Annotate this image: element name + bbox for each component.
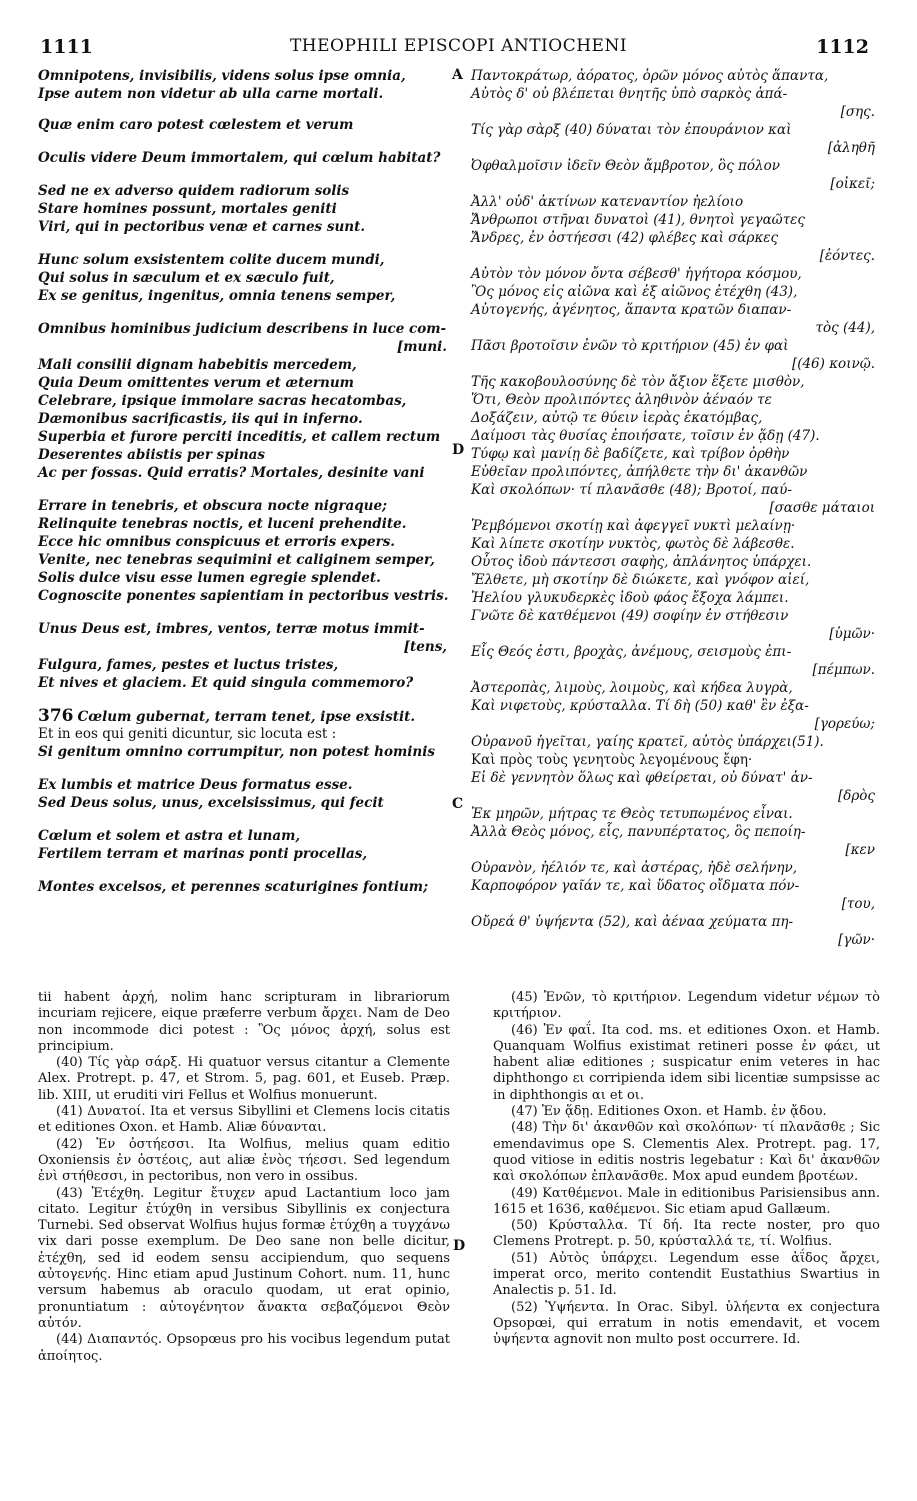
latin-verse: Fertilem terram et marinas ponti procellas,: [38, 846, 368, 862]
latin-verse: Ac per fossas. Quid erratis? Mortales, desinite vani: [38, 465, 425, 481]
greek-verse: Δοξάζειν, αὐτῷ τε θύειν ἱερὰς ἑκατόμβας,: [471, 410, 763, 426]
edition-page-number: 376: [38, 706, 74, 726]
greek-verse: Ὃς μόνος εἰς αἰῶνα καὶ ἐξ αἰῶνος ἐτέχθη (43),: [471, 284, 798, 300]
footnote: (42) Ἐν ὀστήεσσι. Ita Wolfius, melius quam editio Oxoniensis ἐν ὀστέοις, aut aliæ ἐνὸς τήεσσι. Sed legendum ἐνὶ στήθεσσι, in pectoribus, non vero in ossibus.: [38, 1136, 450, 1185]
greek-verse-continuation: [οἰκεῖ;: [830, 176, 875, 192]
latin-verse: Stare homines possunt, mortales geniti: [38, 201, 337, 217]
greek-verse: Οὐρανὸν, ἠέλιόν τε, καὶ ἀστέρας, ἠδὲ σελήνην,: [471, 860, 797, 876]
footnote: (44) Διαπαντός. Opsopœus pro his vocibus legendum putat ἀποίητος.: [38, 1332, 450, 1364]
greek-verse-continuation: [ὑμῶν·: [829, 626, 875, 642]
latin-verse: Dæmonibus sacrificastis, iis qui in inferno.: [38, 411, 363, 427]
greek-verse: Ἔλθετε, μὴ σκοτίην δὲ διώκετε, καὶ γνόφον αἰεί,: [471, 572, 810, 588]
greek-verse-continuation: [του,: [841, 896, 875, 912]
greek-verse: Εἷς Θεός ἐστι, βροχὰς, ἀνέμους, σεισμοὺς ἐπι-: [471, 644, 792, 660]
latin-verse: Superbia et furore perciti inceditis, et callem rectum: [38, 429, 441, 445]
latin-verse: Quia Deum omittentes verum et æternum: [38, 375, 354, 391]
latin-verse: [38, 707, 453, 725]
footnote: tii habent ἀρχή, nolim hanc scripturam in librariorum incuriam rejicere, eique præferre verbum ἄρχει. Nam de Deo non incommode dici potest : Ὃς μόνος ἀρχή, solus est principium.: [38, 990, 450, 1054]
margin-letter-c: C: [452, 796, 464, 812]
greek-verse: Καὶ νιφετοὺς, κρύσταλλα. Τί δὴ (50) καθ' ἓν ἐξα-: [471, 698, 809, 714]
margin-letter-d: D: [452, 442, 465, 458]
latin-verse: Omnibus hominibus judicium describens in luce com-: [38, 321, 447, 337]
footnote: (51) Αὐτὸς ὑπάρχει. Legendum esse ἀΐδος ἄρχει, imperat orco, merito contendit Eustathius Swartius in Analectis p. 51. Id.: [493, 1250, 880, 1299]
greek-verse: Τύφῳ καὶ μανίῃ δὲ βαδίζετε, καὶ τρίβον ὀρθὴν: [471, 446, 790, 462]
parallel-text: [38, 67, 880, 965]
latin-verse-text: Cœlum gubernat, terram tenet, ipse exsistit.: [77, 709, 416, 725]
running-header: [0, 36, 917, 58]
latin-verse: Sed ne ex adverso quidem radiorum solis: [38, 183, 350, 199]
greek-verse: Τίς γὰρ σὰρξ (40) δύναται τὸν ἐπουράνιον καὶ: [471, 122, 792, 138]
page-number-left: 1111: [40, 36, 93, 58]
greek-verse: Γνῶτε δὲ κατθέμενοι (49) σοφίην ἐν στήθεσιν: [471, 608, 789, 624]
greek-verse: Ῥεμβόμενοι σκοτίῃ καὶ ἀφεγγεῖ νυκτὶ μελαίνῃ·: [471, 518, 796, 534]
greek-verse: Εὐθεῖαν προλιπόντες, ἀπήλθετε τὴν δι' ἀκανθῶν: [471, 464, 808, 480]
latin-verse: Errare in tenebris, et obscura nocte nigraque;: [38, 498, 388, 514]
latin-verse: Relinquite tenebras noctis, et luceni prehendite.: [38, 516, 407, 532]
greek-verse-continuation: τὸς (44),: [815, 320, 875, 336]
footnote: (46) Ἐν φαΐ. Ita cod. ms. et editiones Oxon. et Hamb. Quanquam Wolfius existimat retineri posse ἐν φάει, ut habent aliæ editiones ; suspicatur enim veteres in hac diphthongo ει corripienda idem sibi licentiæ sumpsisse ac in diphthongis αι et οι.: [493, 1022, 880, 1103]
greek-verse: Καὶ λίπετε σκοτίην νυκτὸς, φωτὸς δὲ λάβεσθε.: [471, 536, 795, 552]
margin-letter-notes-d: D: [453, 1238, 466, 1254]
greek-verse: Ἐκ μηρῶν, μήτρας τε Θεὸς τετυπωμένος εἶναι.: [471, 806, 793, 822]
greek-verse: Τῆς κακοβουλοσύνης δὲ τὸν ἄξιον ἕξετε μισθὸν,: [471, 374, 805, 390]
latin-verse: Cœlum et solem et astra et lunam,: [38, 828, 301, 844]
footnote: (43) Ἐτέχθη. Legitur ἔτυχεν apud Lactantium loco jam citato. Legitur ἐτύχθη in versibus Sibyllinis ex conjectura Turnebi. Sed observat Wolfius hujus formæ ἐτύχθη a τυγχάνω vix dari posse exemplum. De Deo sane non belle dicitur, ἐτέχθη, sed id eodem sensu accipiendum, quo sequens αὐτογενής. Hinc etiam apud Justinum Cohort. num. 11, hunc versum habemus ab oraculo quodam, ut erat opinio, pronuntiatum : αὐτογένητον ἄνακτα σεβαζόμενοι Θεὸν αὐτόν.: [38, 1185, 450, 1331]
latin-verse: Sed Deus solus, unus, excelsissimus, qui fecit: [38, 795, 384, 811]
greek-verse: Πᾶσι βροτοῖσιν ἐνῶν τὸ κριτήριον (45) ἐν φαὶ: [471, 338, 789, 354]
greek-prose-line: Καὶ πρὸς τοὺς γενητοὺς λεγομένους ἔφη·: [471, 752, 753, 768]
latin-verse: Fulgura, fames, pestes et luctus tristes,: [38, 657, 339, 673]
greek-verse: Εἰ δὲ γεννητὸν ὅλως καὶ φθείρεται, οὐ δύνατ' ἀν-: [471, 770, 813, 786]
page-number-right: 1112: [816, 36, 869, 58]
footnotes-right-column: [493, 990, 880, 1349]
greek-verse-continuation: [γορεύω;: [814, 716, 875, 732]
latin-verse: Oculis videre Deum immortalem, qui cœlum habitat?: [38, 150, 441, 166]
latin-verse: Ex se genitus, ingenitus, omnia tenens semper,: [38, 288, 396, 304]
greek-verse: Ἀλλ' οὐδ' ἀκτίνων κατεναντίον ἠελίοιο: [471, 194, 744, 210]
footnote: (48) Τὴν δι' ἀκανθῶν καὶ σκολόπων· τί πλανᾶσθε ; Sic emendavimus ope S. Clementis Alex. Protrept. pag. 17, quod vitiose in editis nostris legebatur : Καὶ δι' ἀκανθῶν καὶ σκολόπων ἐπλανᾶσθε. Mox apud eundem βροτέων.: [493, 1120, 880, 1185]
greek-verse-continuation: [κεν: [845, 842, 875, 858]
latin-verse-continuation: [tens,: [403, 639, 447, 655]
footnotes-left-column: [38, 990, 450, 1365]
latin-verse: Hunc solum exsistentem colite ducem mundi,: [38, 252, 385, 268]
greek-verse: Ἀλλὰ Θεὸς μόνος, εἷς, πανυπέρτατος, ὃς πεποίη-: [471, 824, 806, 840]
footnote: (47) Ἐν ᾅδῃ. Editiones Oxon. et Hamb. ἐν ᾄδου.: [511, 1104, 827, 1120]
latin-verse: Unus Deus est, imbres, ventos, terræ motus immit-: [38, 621, 425, 637]
latin-verse: Cognoscite ponentes sapientiam in pectoribus vestris.: [38, 588, 449, 604]
greek-verse-continuation: [πέμπων.: [812, 662, 875, 678]
latin-verse: Venite, nec tenebras sequimini et caliginem semper,: [38, 552, 435, 568]
latin-verse: Solis dulce visu esse lumen egregie splendet.: [38, 570, 381, 586]
greek-verse: Οὗτος ἰδοὺ πάντεσσι σαφὴς, ἀπλάνητος ὑπάρχει.: [471, 554, 812, 570]
greek-verse: Αὐτὸν τὸν μόνον ὄντα σέβεσθ' ἡγήτορα κόσμου,: [471, 266, 802, 282]
greek-verse: Ὀφθαλμοῖσιν ἰδεῖν Θεὸν ἄμβροτον, ὃς πόλον: [471, 158, 780, 174]
greek-verse: Οὔρεά θ' ὑψήεντα (52), καὶ ἀέναα χεύματα πη-: [471, 914, 794, 930]
greek-verse-continuation: [(46) κοινῷ.: [791, 356, 875, 372]
greek-verse: Οὐρανοῦ ἡγεῖται, γαίης κρατεῖ, αὐτὸς ὑπάρχει(51).: [471, 734, 824, 750]
greek-verse: Παντοκράτωρ, ἀόρατος, ὁρῶν μόνος αὐτὸς ἅπαντα,: [471, 68, 829, 84]
greek-verse-continuation: [γῶν·: [838, 932, 875, 948]
latin-verse: Qui solus in sæculum et ex sæculo fuit,: [38, 270, 335, 286]
latin-verse: Ecce hic omnibus conspicuus et erroris expers.: [38, 534, 395, 550]
latin-verse: Viri, qui in pectoribus venæ et carnes sunt.: [38, 219, 366, 235]
footnote: (52) Ὑψήεντα. In Orac. Sibyl. ὑλήεντα ex conjectura Opsopœi, qui erratum in notis emendavit, et vocem ὑψήεντα agnovit non multo post occurrere. Id.: [493, 1299, 880, 1348]
greek-verse-continuation: [σης.: [840, 104, 875, 120]
footnote: (41) Δυνατοί. Ita et versus Sibyllini et Clemens locis citatis et editiones Oxon. et Hamb. Aliæ δύνανται.: [38, 1104, 450, 1136]
greek-verse: Ἀστεροπὰς, λιμοὺς, λοιμοὺς, καὶ κήδεα λυγρὰ,: [471, 680, 793, 696]
latin-verse: Deserentes abiistis per spinas: [38, 447, 266, 463]
latin-column: [38, 67, 453, 896]
greek-verse: Ἄνθρωποι στῆναι δυνατοὶ (41), θνητοὶ γεγαῶτες: [471, 212, 805, 228]
greek-verse-continuation: [σασθε μάταιοι: [769, 500, 875, 516]
greek-verse-continuation: [ἀληθῆ: [827, 140, 875, 156]
footnote: (40) Τίς γὰρ σάρξ. Hi quatuor versus citantur a Clemente Alex. Protrept. p. 47, et Strom. 5, pag. 601, et Euseb. Præp. lib. XIII, ut eruditi viri Fellus et Wolfius monuerunt.: [38, 1055, 450, 1103]
greek-verse: Καρποφόρον γαῖάν τε, καὶ ὕδατος οἴδματα πόν-: [471, 878, 800, 894]
latin-prose-line: Et in eos qui geniti dicuntur, sic locuta est :: [38, 726, 337, 742]
latin-verse-continuation: [muni.: [396, 339, 447, 355]
greek-verse: Αὐτογενής, ἀγένητος, ἅπαντα κρατῶν διαπαν-: [471, 302, 792, 318]
greek-verse: Καὶ σκολόπων· τί πλανᾶσθε (48); Βροτοί, παύ-: [471, 482, 792, 498]
latin-verse: Celebrare, ipsique immolare sacras hecatombas,: [38, 393, 407, 409]
latin-verse: Ipse autem non videtur ab ulla carne mortali.: [38, 86, 384, 102]
greek-verse: Αὐτὸς δ' οὐ βλέπεται θνητῆς ὑπὸ σαρκὸς ἁπά-: [471, 86, 788, 102]
greek-verse: Ἠελίου γλυκυδερκὲς ἰδοὺ φάος ἔξοχα λάμπει.: [471, 590, 789, 606]
greek-column: [471, 67, 881, 949]
footnote: (49) Κατθέμενοι. Male in editionibus Parisiensibus ann. 1615 et 1636, καθέμενοι. Sic etiam apud Gallæum.: [493, 1185, 880, 1217]
running-title: THEOPHILI EPISCOPI ANTIOCHENI: [289, 36, 628, 56]
latin-verse: Quæ enim caro potest cœlestem et verum: [38, 117, 354, 133]
latin-verse: Omnipotens, invisibilis, videns solus ipse omnia,: [38, 68, 406, 84]
latin-verse: Mali consilii dignam habebitis mercedem,: [38, 357, 357, 373]
latin-verse: Ex lumbis et matrice Deus formatus esse.: [38, 777, 353, 793]
greek-verse: Ὅτι, Θεὸν προλιπόντες ἀληθινὸν ἀέναόν τε: [471, 392, 772, 408]
footnote: (50) Κρύσταλλα. Τί δή. Ita recte noster, pro quo Clemens Protrept. p. 50, κρύσταλλά τε, τί. Wolfius.: [493, 1218, 880, 1250]
latin-verse: Si genitum omnino corrumpitur, non potest hominis: [38, 744, 435, 760]
greek-verse-continuation: [δρὸς: [837, 788, 875, 804]
latin-verse: Et nives et glaciem. Et quid singula commemoro?: [38, 675, 414, 691]
greek-verse-continuation: [ἐόντες.: [819, 248, 875, 264]
footnote: (45) Ἐνῶν, τὸ κριτήριον. Legendum videtur νέμων τὸ κριτήριον.: [493, 990, 880, 1022]
latin-verse: Montes excelsos, et perennes scaturigines fontium;: [38, 879, 429, 895]
greek-verse: Δαίμοσι τὰς θυσίας ἐποιήσατε, τοῖσιν ἐν ᾅδῃ (47).: [471, 428, 820, 444]
greek-verse: Ἄνδρες, ἐν ὀστήεσσι (42) φλέβες καὶ σάρκες: [471, 230, 779, 246]
margin-letter-a: A: [452, 67, 463, 83]
